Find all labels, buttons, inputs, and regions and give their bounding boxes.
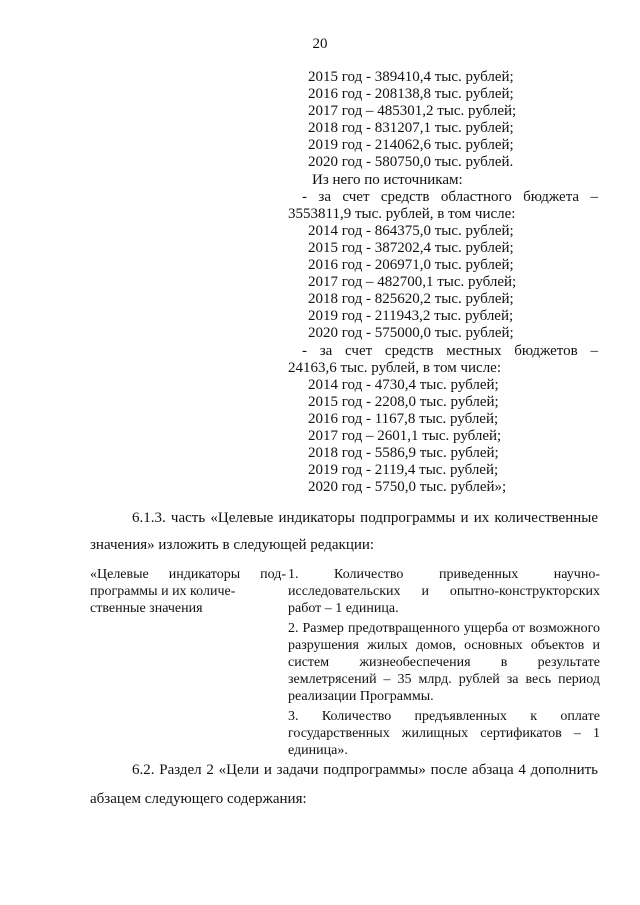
indicator-item: 1. Количество приведенных научно-исследовательских и опытно-конструкторских работ – 1 единица. — [288, 567, 600, 617]
funding-line: 2020 год - 575000,0 тыс. рублей; — [308, 325, 514, 342]
funding-line: 2014 год - 4730,4 тыс. рублей; — [308, 376, 499, 393]
indicator-item: 2. Размер предотвращенного ущерба от возможного разрушения жилых домов, основных объектов и систем жизнеобеспечения в результате землетрясений – 35 млрд. рублей за весь период реализации Программы. — [288, 620, 600, 705]
page-number: 20 — [312, 36, 328, 52]
funding-line: 2017 год – 482700,1 тыс. рублей; — [308, 274, 517, 291]
funding-line: 2018 год - 825620,2 тыс. рублей; — [308, 291, 514, 308]
sources-heading: Из него по источникам: — [312, 171, 463, 188]
funding-line: 2015 год - 389410,4 тыс. рублей; — [308, 69, 514, 85]
indicator-item: 3. Количество предъявленных к оплате государственных жилищных сертификатов – 1 единица». — [288, 708, 600, 759]
local-budget-total: 24163,6 тыс. рублей, в том числе: — [288, 359, 502, 376]
funding-breakdown — [288, 69, 602, 496]
label-line: программы и их количе- — [90, 584, 236, 600]
funding-line: 2020 год - 580750,0 тыс. рублей. — [308, 154, 514, 171]
funding-line: 2019 год - 2119,4 тыс. рублей; — [308, 462, 499, 479]
funding-line: 2014 год - 864375,0 тыс. рублей; — [308, 222, 514, 239]
funding-line: 2015 год - 2208,0 тыс. рублей; — [308, 393, 499, 410]
funding-line: 2015 год - 387202,4 тыс. рублей; — [308, 239, 514, 256]
funding-line: 2018 год - 831207,1 тыс. рублей; — [308, 120, 514, 137]
local-budget-line: - за счет средств местных бюджетов – — [302, 342, 598, 359]
funding-line: 2017 год – 485301,2 тыс. рублей; — [308, 103, 517, 120]
funding-line: 2016 год - 1167,8 тыс. рублей; — [308, 410, 499, 427]
funding-line: 2016 год - 208138,8 тыс. рублей; — [308, 86, 514, 103]
indicators-table-values — [288, 566, 600, 759]
funding-line: 2016 год - 206971,0 тыс. рублей; — [308, 257, 514, 274]
label-line: «Целевые индикаторы под- — [90, 567, 286, 582]
paragraph-6-2: 6.2. Раздел 2 «Цели и задачи подпрограммы» после абзаца 4 дополнить — [132, 762, 598, 778]
paragraph-6-2-continuation: абзацем следующего содержания: — [90, 791, 307, 807]
funding-line: 2019 год - 211943,2 тыс. рублей; — [308, 308, 514, 325]
regional-budget-line: - за счет средств областного бюджета – — [302, 188, 598, 205]
regional-budget-total: 3553811,9 тыс. рублей, в том числе: — [288, 205, 516, 222]
funding-line: 2017 год – 2601,1 тыс. рублей; — [308, 427, 502, 444]
funding-line: 2019 год - 214062,6 тыс. рублей; — [308, 137, 514, 154]
paragraph-6-1-3: 6.1.3. часть «Целевые индикаторы подпрограммы и их количественные — [132, 510, 598, 526]
label-line: ственные значения — [90, 601, 203, 617]
funding-line: 2020 год - 5750,0 тыс. рублей»; — [308, 479, 507, 496]
funding-line: 2018 год - 5586,9 тыс. рублей; — [308, 445, 499, 462]
paragraph-6-1-3-continuation: значения» изложить в следующей редакции: — [90, 537, 375, 553]
indicators-table-label — [90, 566, 286, 618]
